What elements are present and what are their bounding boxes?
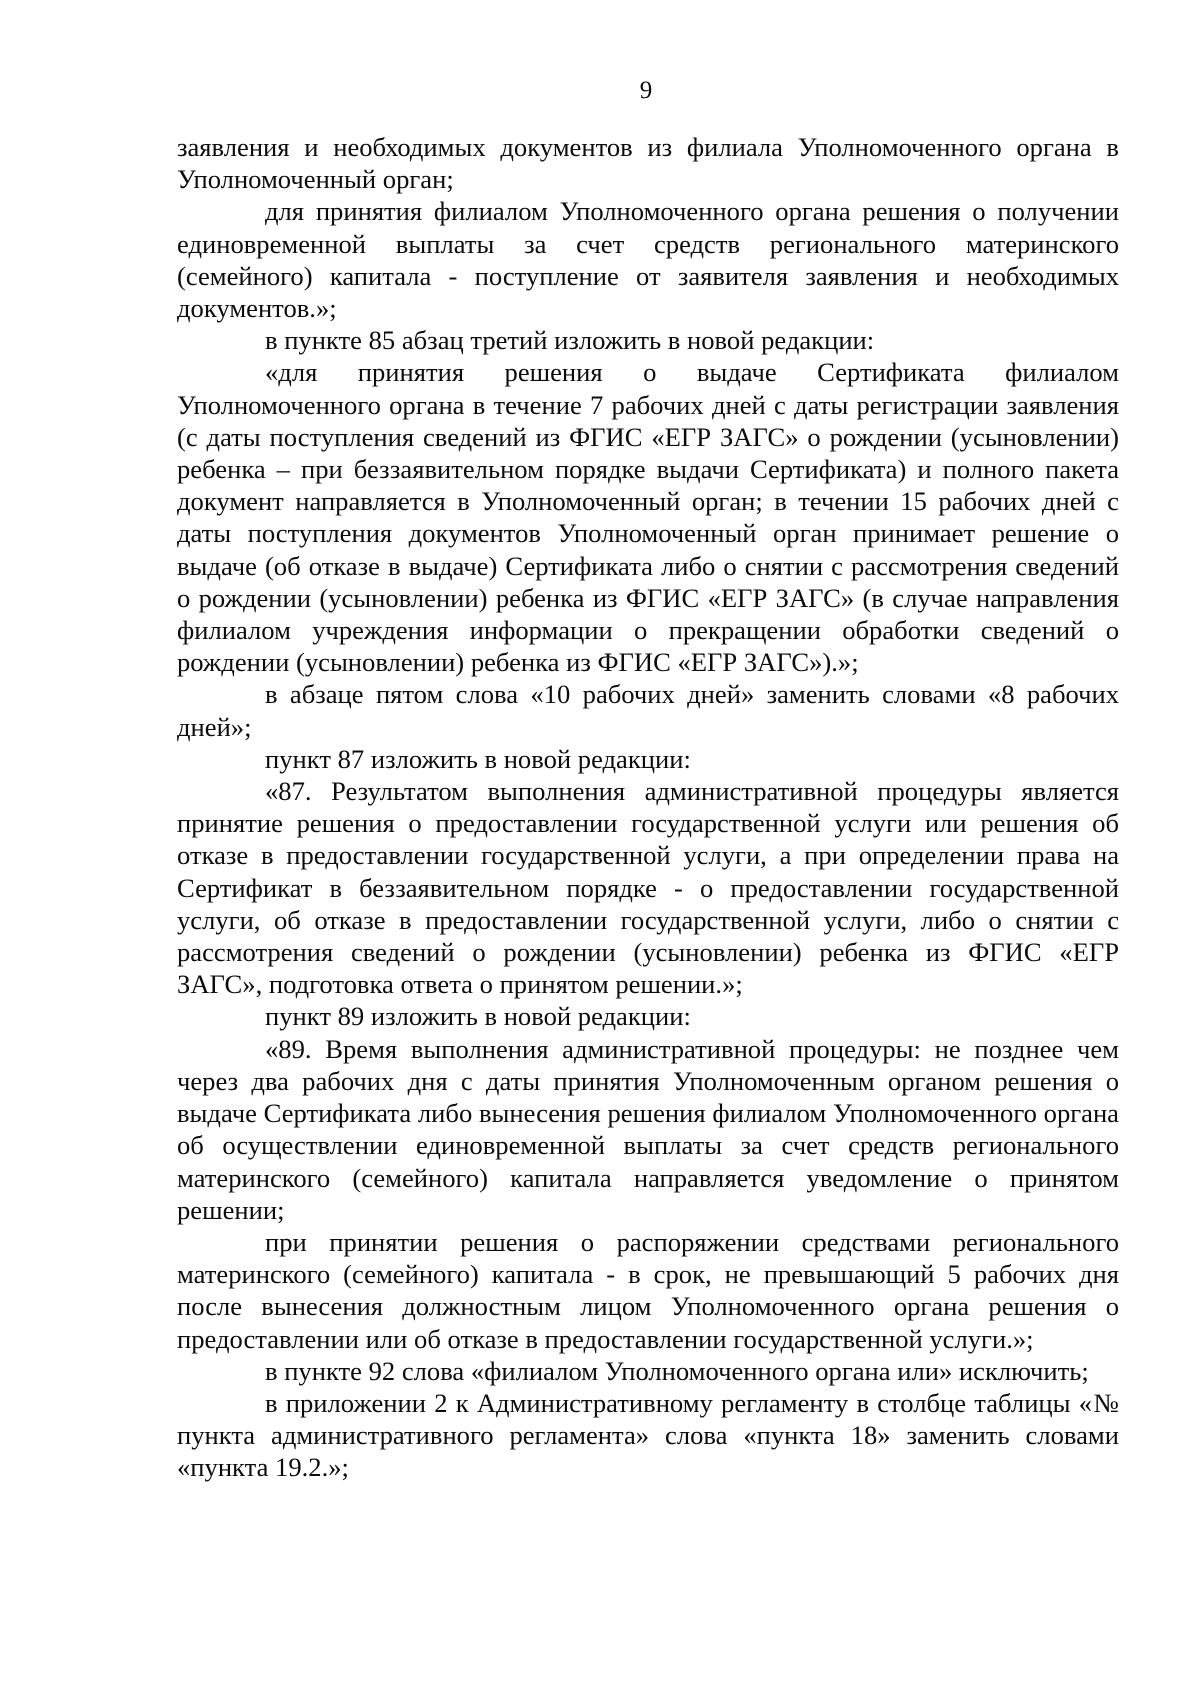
paragraph: «для принятия решения о выдаче Сертификата филиалом Уполномоченного органа в течение 7 рабочих дней с даты регистрации заявления (с даты поступления сведений из ФГИС «ЕГР ЗАГС» о рождении (усыновлении) ребенка – при беззаявительном порядке выдачи Сертификата) и полного пакета документ направляется в Уполномоченный орган; в течении 15 рабочих дней с даты поступления документов Уполномоченный орган принимает решение о выдаче (об отказе в выдаче) Сертификата либо о снятии с рассмотрения сведений о рождении (усыновлении) ребенка из ФГИС «ЕГР ЗАГС» (в случае направления филиалом учреждения информации о прекращении обработки сведений о рождении (усыновлении) ребенка из ФГИС «ЕГР ЗАГС»).»;	[177, 357, 1119, 678]
paragraph: в пункте 92 слова «филиалом Уполномоченного органа или» исключить;	[265, 1355, 1089, 1386]
paragraph: при принятии решения о распоряжении средствами регионального материнского (семейного) капитала - в срок, не превышающий 5 рабочих дня после вынесения должностным лицом Уполномоченного органа решения о предоставлении или об отказе в предоставлении государственной услуги.»;	[177, 1226, 1119, 1354]
paragraph: пункт 87 изложить в новой редакции:	[265, 743, 691, 774]
page-number: 9	[639, 77, 653, 104]
paragraph: пункт 89 изложить в новой редакции:	[265, 1001, 691, 1032]
document-body	[177, 131, 1119, 1484]
paragraph: «87. Результатом выполнения административной процедуры является принятие решения о предоставлении государственной услуги или решения об отказе в предоставлении государственной услуги, а при определении права на Сертификат в беззаявительном порядке - о предоставлении государственной услуги, об отказе в предоставлении государственной услуги, либо о снятии с рассмотрения сведений о рождении (усыновлении) ребенка из ФГИС «ЕГР ЗАГС», подготовка ответа о принятом решении.»;	[177, 776, 1119, 1000]
paragraph: в абзаце пятом слова «10 рабочих дней» заменить словами «8 рабочих дней»;	[177, 679, 1119, 742]
paragraph: в приложении 2 к Административному регламенту в столбце таблицы «№ пункта административного регламента» слова «пункта 18» заменить словами «пункта 19.2.»;	[177, 1387, 1119, 1483]
paragraph: для принятия филиалом Уполномоченного органа решения о получении единовременной выплаты за счет средств регионального материнского (семейного) капитала - поступление от заявителя заявления и необходимых документов.»;	[177, 196, 1119, 324]
paragraph: «89. Время выполнения административной процедуры: не позднее чем через два рабочих дня с даты принятия Уполномоченным органом решения о выдаче Сертификата либо вынесения решения филиалом Уполномоченного органа об осуществлении единовременной выплаты за счет средств регионального материнского (семейного) капитала направляется уведомление о принятом решении;	[177, 1033, 1119, 1225]
paragraph: заявления и необходимых документов из филиала Уполномоченного органа в Уполномоченный орган;	[177, 132, 1119, 195]
paragraph: в пункте 85 абзац третий изложить в новой редакции:	[265, 325, 875, 356]
